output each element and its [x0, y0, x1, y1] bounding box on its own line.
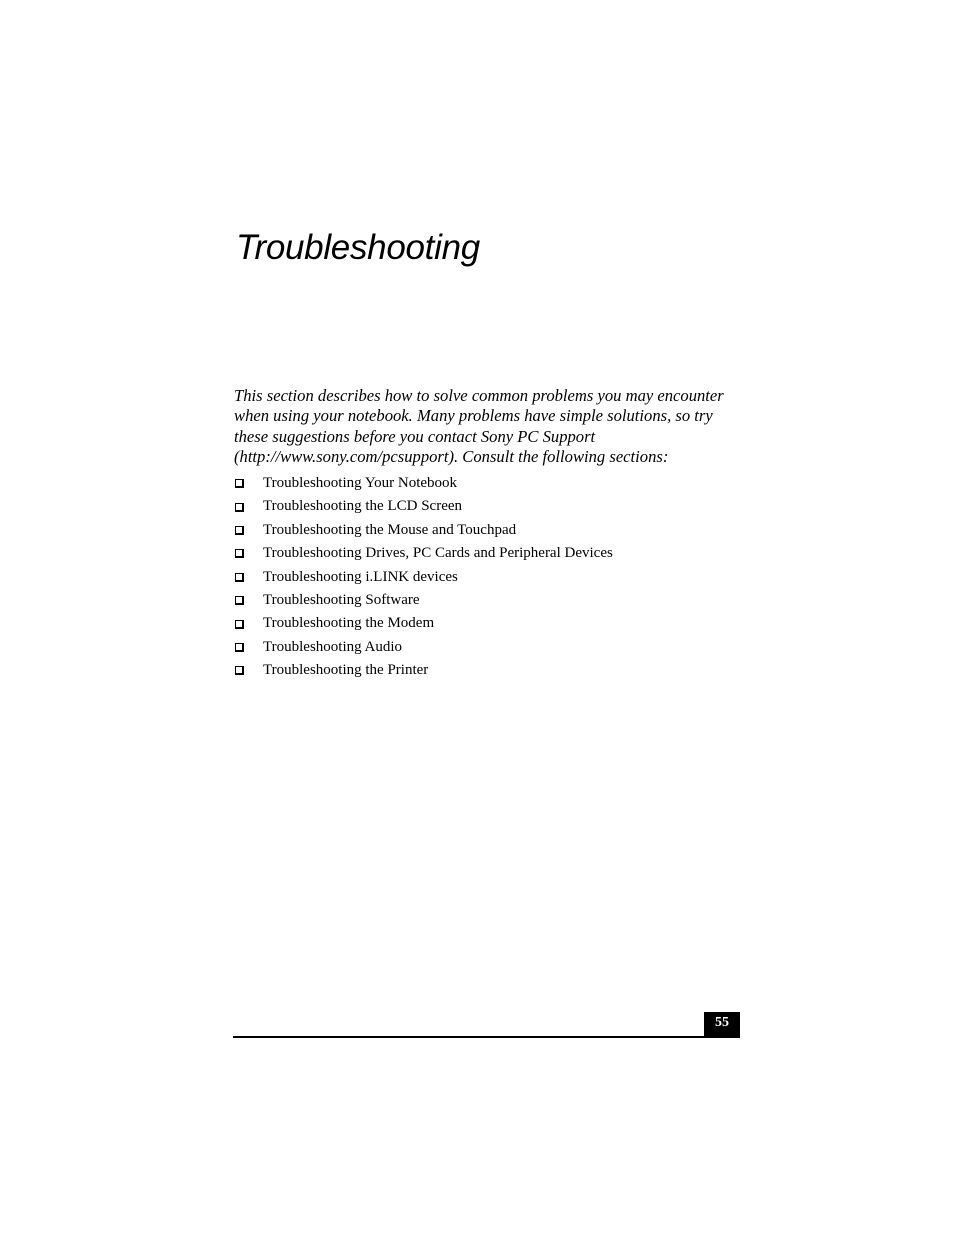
- checkbox-bullet-icon: [235, 503, 244, 512]
- intro-line: (http://www.sony.com/pcsupport). Consult the following sections:: [234, 446, 669, 466]
- section-link[interactable]: Troubleshooting Software: [263, 591, 420, 608]
- intro-paragraph: [234, 386, 744, 467]
- section-list: [234, 472, 613, 683]
- checkbox-bullet-icon: [235, 643, 244, 652]
- intro-line: these suggestions before you contact Sony PC Support: [234, 426, 596, 446]
- section-list-item[interactable]: [234, 589, 613, 612]
- section-link[interactable]: Troubleshooting Your Notebook: [263, 475, 458, 491]
- section-list-item[interactable]: [234, 495, 613, 518]
- page-number: 55: [704, 1012, 740, 1036]
- checkbox-bullet-icon: [235, 596, 244, 605]
- section-list-item[interactable]: [234, 472, 613, 495]
- intro-line: when using your notebook. Many problems have simple solutions, so try: [234, 406, 713, 426]
- section-link[interactable]: Troubleshooting Drives, PC Cards and Peripheral Devices: [263, 545, 613, 562]
- section-link[interactable]: Troubleshooting i.LINK devices: [263, 568, 458, 585]
- section-list-item[interactable]: [234, 612, 613, 635]
- section-list-item[interactable]: [234, 636, 613, 659]
- page-title: Troubleshooting: [236, 228, 480, 267]
- checkbox-bullet-icon: [235, 666, 244, 675]
- intro-line: This section describes how to solve common problems you may encounter: [234, 386, 724, 405]
- checkbox-bullet-icon: [235, 620, 244, 629]
- section-list-item[interactable]: [234, 519, 613, 542]
- checkbox-bullet-icon: [235, 573, 244, 582]
- section-list-item[interactable]: [234, 659, 613, 682]
- section-link[interactable]: Troubleshooting the Printer: [263, 662, 429, 679]
- section-list-item[interactable]: [234, 542, 613, 565]
- checkbox-bullet-icon: [235, 549, 244, 558]
- footer-divider: [233, 1036, 740, 1038]
- checkbox-bullet-icon: [235, 526, 244, 535]
- section-link[interactable]: Troubleshooting Audio: [263, 638, 403, 655]
- section-link[interactable]: Troubleshooting the LCD Screen: [263, 498, 463, 515]
- section-link[interactable]: Troubleshooting the Modem: [263, 615, 435, 632]
- section-link[interactable]: Troubleshooting the Mouse and Touchpad: [263, 521, 517, 538]
- section-list-item[interactable]: [234, 566, 613, 589]
- checkbox-bullet-icon: [235, 479, 244, 488]
